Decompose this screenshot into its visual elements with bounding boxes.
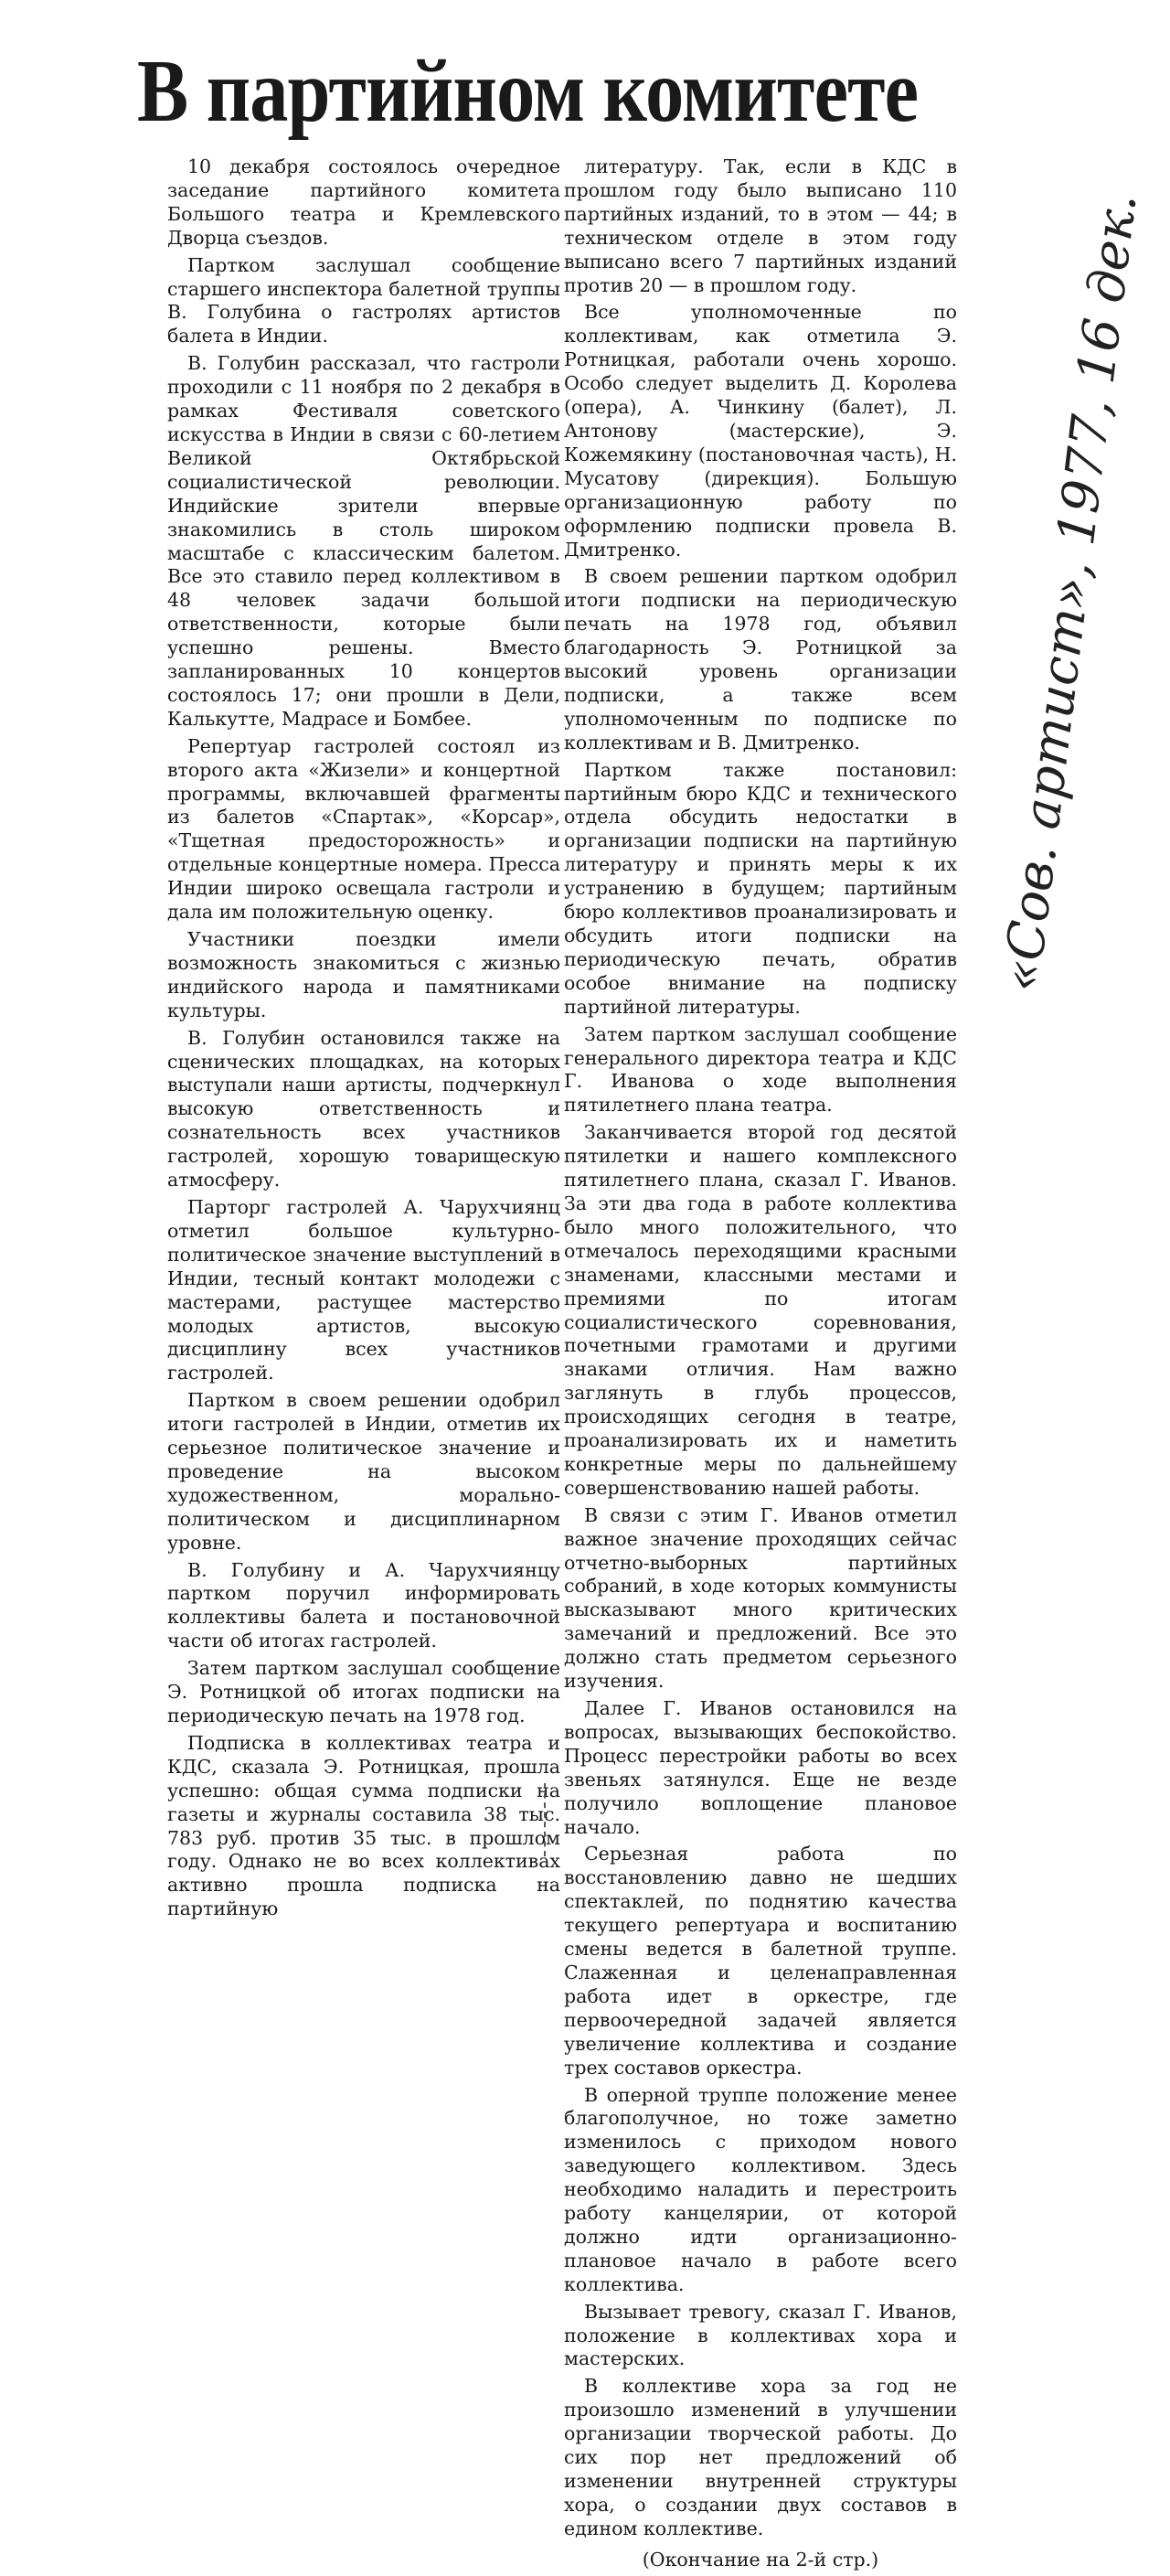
paragraph: Подписка в коллективах театра и КДС, сказала Э. Ротницкая, прошла успешно: общая сумма подписки на газеты и журналы составила 38 тыс. 783 руб. против 35 тыс. в прошлом году. Однако не во всех коллективах активно прошла подписка на партийную bbox=[167, 1731, 560, 1920]
paragraph: Репертуар гастролей состоял из второго акта «Жизели» и концертной программы, включавшей фрагменты из балетов «Спартак», «Корсар», «Тщетная предосторожность» и отдельные концертные номера. Пресса Индии широко освещала гастроли и дала им положительную оценку. bbox=[167, 734, 560, 924]
paragraph: В связи с этим Г. Иванов отметил важное значение проходящих сейчас отчетно-выборных партийных собраний, в ходе которых коммунисты высказывают много критических замечаний и предложений. Все это должно стать предметом серьезного изучения. bbox=[564, 1503, 957, 1693]
column-divider bbox=[544, 1783, 546, 1856]
paragraph: Серьезная работа по восстановлению давно не шедших спектаклей, по поднятию качества текущего репертуара и воспитанию смены ведется в балетной труппе. Слаженная и целенаправленная работа идет в оркестре, где первоочередной задачей является увеличение коллектива и создание трех составов оркестра. bbox=[564, 1843, 957, 2079]
paragraph: Все уполномоченные по коллективам, как отметила Э. Ротницкая, работали очень хорошо. Особо следует выделить Д. Королева (опера), А. Чинкину (балет), Л. Антонову (мастерские), Э. Кожемякину (постановочная часть), Н. Мусатову (дирекция). Большую организационную работу по оформлению подписки провела В. Дмитренко. bbox=[564, 301, 957, 561]
paragraph: 10 декабря состоялось очередное заседание партийного комитета Большого театра и Кремлевского Дворца съездов. bbox=[167, 155, 560, 249]
paragraph: В своем решении партком одобрил итоги подписки на периодическую печать на 1978 год, объявил благодарность Э. Ротницкой за высокий уровень организации подписки, а также всем уполномоченным по подписке по коллективам и В. Дмитренко. bbox=[564, 565, 957, 754]
paragraph: Далее Г. Иванов остановился на вопросах, вызывающих беспокойство. Процесс перестройки работы во всех звеньях затянулся. Еще не везде получило воплощение плановое начало. bbox=[564, 1697, 957, 1838]
handwritten-source-note: «Сов. артист», 1977, 16 дек. bbox=[992, 189, 1149, 995]
article-left-column bbox=[167, 155, 560, 1925]
paragraph: Парторг гастролей А. Чарухчиянц отметил большое культурно-политическое значение выступлений в Индии, тесный контакт молодежи с мастерами, растущее мастерство молодых артистов, высокую дисциплину всех участников гастролей. bbox=[167, 1195, 560, 1384]
paragraph: В. Голубин остановился также на сценических площадках, на которых выступали наши артисты, подчеркнул высокую ответственность и сознательность всех участников гастролей, хорошую товарищескую атмосферу. bbox=[167, 1026, 560, 1192]
paragraph: Партком в своем решении одобрил итоги гастролей в Индии, отметив их серьезное политическое значение и проведение на высоком художественном, морально-политическом и дисциплинарном уровне. bbox=[167, 1389, 560, 1554]
paragraph: Затем партком заслушал сообщение генерального директора театра и КДС Г. Иванова о ходе выполнения пятилетнего плана театра. bbox=[564, 1022, 957, 1117]
paragraph: Затем партком заслушал сообщение Э. Ротницкой об итогах подписки на периодическую печать на 1978 год. bbox=[167, 1657, 560, 1726]
paragraph: В коллективе хора за год не произошло изменений в улучшении организации творческой работы. До сих пор нет предложений об изменении внутренней структуры хора, о создании двух составов в едином коллективе. bbox=[564, 2375, 957, 2539]
article-right-column bbox=[564, 155, 957, 2576]
continuation-note: (Окончание на 2-й стр.) bbox=[642, 2548, 879, 2571]
paragraph: Заканчивается второй год десятой пятилетки и нашего комплексного пятилетнего плана, сказал Г. Иванов. За эти два года в работе коллектива было много положительного, что отмечалось переходящими красными знаменами, классными местами и премиями по итогам социалистического соревнования, почетными грамотами и другими знаками отличия. Нам важно заглянуть в глубь процессов, происходящих сегодня в театре, проанализировать их и наметить конкретные меры по дальнейшему совершенствованию нашей работы. bbox=[564, 1121, 957, 1499]
paragraph: В. Голубин рассказал, что гастроли проходили с 11 ноября по 2 декабря в рамках Фестиваля советского искусства в Индии в связи с 60-летием Великой Октябрьской социалистической революции. Индийские зрители впервые знакомились в столь широком масштабе с классическим балетом. Все это ставило перед коллективом в 48 человек задачи большой ответственности, которые были успешно решены. Вместо запланированных 10 концертов состоялось 17; они прошли в Дели, Калькутте, Мадрасе и Бомбее. bbox=[167, 352, 560, 730]
paragraph: Партком заслушал сообщение старшего инспектора балетной труппы В. Голубина о гастролях артистов балета в Индии. bbox=[167, 253, 560, 347]
paragraph: В оперной труппе положение менее благополучное, но тоже заметно изменилось с приходом нового заведующего коллективом. Здесь необходимо наладить и перестроить работу канцелярии, от которой должно идти организационно-плановое начало в работе всего коллектива. bbox=[564, 2083, 957, 2295]
paragraph: В. Голубину и А. Чарухчиянцу партком поручил информировать коллективы балета и постановочной части об итогах гастролей. bbox=[167, 1558, 560, 1652]
article-title: В партийном комитете bbox=[137, 42, 919, 141]
paragraph: Участники поездки имели возможность знакомиться с жизнью индийского народа и памятниками культуры. bbox=[167, 928, 560, 1021]
paragraph: Вызывает тревогу, сказал Г. Иванов, положение в коллективах хора и мастерских. bbox=[564, 2300, 957, 2370]
paragraph: литературу. Так, если в КДС в прошлом году было выписано 110 партийных изданий, то в этом — 44; в техническом отделе в этом году выписано всего 7 партийных изданий против 20 — в прошлом году. bbox=[564, 155, 957, 296]
paragraph: Партком также постановил: партийным бюро КДС и технического отдела обсудить недостатки в организации подписки на партийную литературу и принять меры к их устранению в будущем; партийным бюро коллективов проанализировать и обсудить итоги подписки на периодическую печать, обратив особое внимание на подписку партийной литературы. bbox=[564, 758, 957, 1018]
